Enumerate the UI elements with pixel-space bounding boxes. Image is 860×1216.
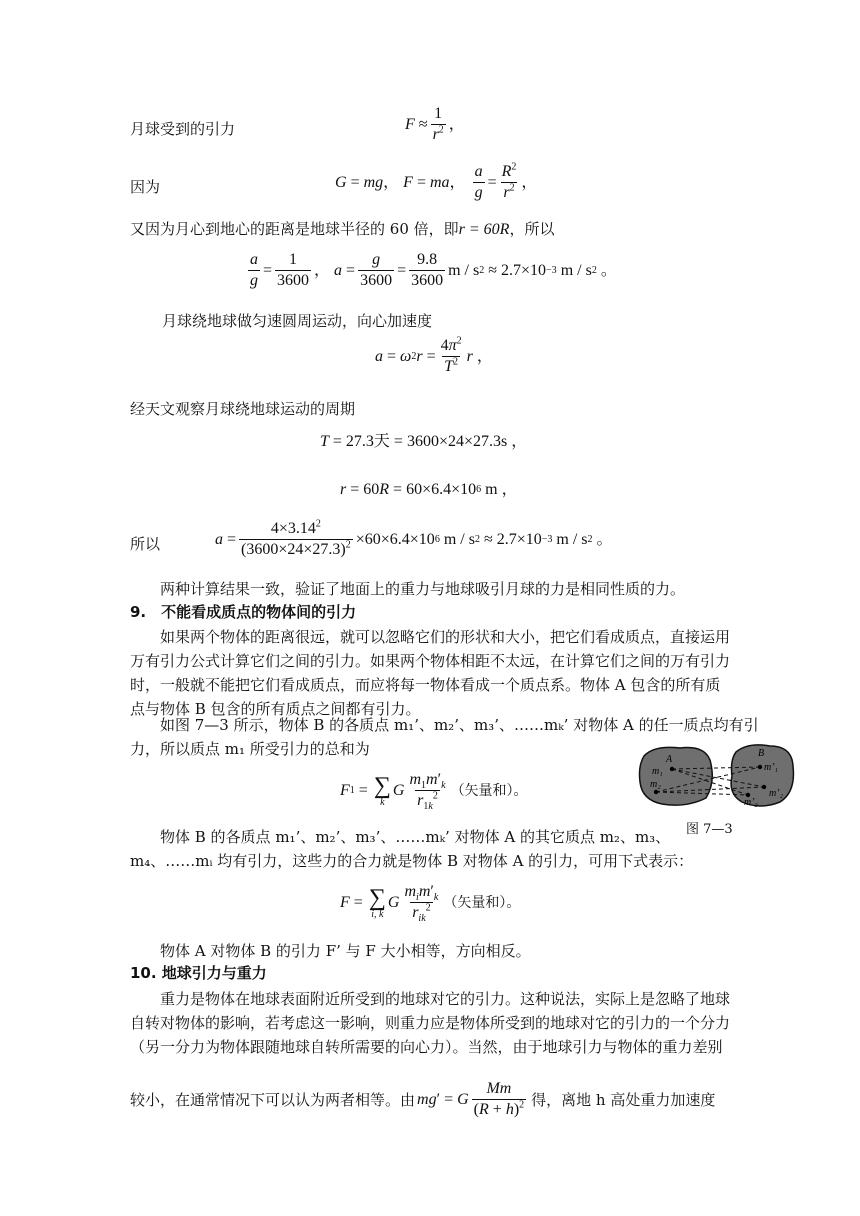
section-10-p1-line1: 重力是物体在地球表面附近所受到的地球对它的引力。这种说法，实际上是忽略了地球 bbox=[160, 990, 731, 1008]
point-m2 bbox=[654, 790, 658, 794]
body-A-shape bbox=[640, 747, 713, 805]
section-9-p1-line3: 时，一般就不能把它们看成质点，而应将每一物体看成一个质点系。物体 A 包含的所有质 bbox=[130, 676, 721, 694]
formula-mg-prime: mg ′ = G $\frac{Mm}{(R + h)^2}$ bbox=[417, 1080, 525, 1118]
point-m1 bbox=[670, 767, 674, 771]
point-m1-prime bbox=[758, 765, 762, 769]
formula-a-over-g: $\frac{a}{g}$ = $\frac{1}{3600}$ ， a = $\frac{g}{3600}$ = $\frac{9.8}{3600}$ m / s 2 ≈ 2.7×10 −3 m / s 2 。 bbox=[250, 251, 617, 289]
section-9-p3-line2: m₄、……mᵢ 均有引力，这些力的合力就是物体 B 对物体 A 的引力，可用下式表示： bbox=[130, 852, 694, 870]
label-A: A bbox=[666, 754, 673, 765]
label-m2: m₂ bbox=[650, 779, 661, 790]
section-9-heading: 9. 不能看成质点的物体间的引力 bbox=[130, 603, 357, 621]
figure-caption: 图 7—3 bbox=[686, 822, 733, 837]
section-9-p2-line1: 如图 7—3 所示，物体 B 的各质点 m₁’、m₂’、m₃’、……mₖ’ 对物体 A 的任一质点均有引 bbox=[160, 716, 759, 734]
formula-F-sum: F = ∑ i, k G $\frac{m_im'_k}{r_{ik}^2}$ （矢量和）。 bbox=[340, 883, 521, 925]
section-10-p1-line2: 自转对物体的影响，若考虑这一影响，则重力应是物体所受到的地球对它的引力的一个分力 bbox=[130, 1014, 731, 1032]
section-10-heading: 10. 地球引力与重力 bbox=[130, 964, 267, 982]
text-moon-gravity: 月球受到的引力 bbox=[130, 120, 236, 138]
text-distance-60-tail: ，所以 bbox=[509, 220, 555, 238]
vector-sum-note-2: （矢量和）。 bbox=[443, 894, 521, 911]
section-9-p2-line2: 力，所以质点 m₁ 所受引力的总和为 bbox=[130, 740, 370, 758]
formula-g-mg: G = mg ， F = ma ， $\frac{a}{g}$ = $\frac{R^2}{r^2}$ ， bbox=[335, 161, 538, 201]
section-9-p3-line1: 物体 B 的各质点 m₁’、m₂’、m₃’、……mₖ’ 对物体 A 的其它质点 m₂、m₃、 bbox=[160, 828, 671, 846]
formula-r60R: r = 60R bbox=[458, 221, 510, 238]
label-m2-prime: m’₂ bbox=[769, 788, 784, 799]
label-m3-prime: m’₃ bbox=[744, 797, 759, 808]
text-period: 经天文观察月球绕地球运动的周期 bbox=[130, 400, 356, 418]
section-9-p1-line2: 万有引力公式计算它们之间的引力。如果两个物体相距不太远，在计算它们之间的万有引力 bbox=[130, 652, 731, 670]
label-m1: m₁ bbox=[652, 766, 663, 777]
section-10-p1-line4-b: 得，离地 h 高处重力加速度 bbox=[531, 1090, 716, 1109]
formula-r: r = 60 R = 60×6.4×10 6 m ， bbox=[340, 481, 518, 498]
text-distance-60 bbox=[130, 218, 554, 241]
point-m2-prime bbox=[762, 785, 766, 789]
figure-7-3 bbox=[636, 742, 796, 810]
section-9-p4: 物体 A 对物体 B 的引力 F’ 与 F 大小相等，方向相反。 bbox=[160, 942, 531, 960]
vector-sum-note-1: （矢量和）。 bbox=[450, 782, 528, 799]
text-distance-60-body: 又因为月心到地心的距离是地球半径的 60 倍，即 bbox=[130, 220, 459, 238]
section-10-p1-line4-a: 较小，在通常情况下可以认为两者相等。由 bbox=[130, 1090, 416, 1109]
formula-a-calc: a = $\frac{4\times 3.14^2}{(3600\times 24\times 27.3)^2}$ ×60×6.4×10 6 m / s 2 ≈ 2.7×10 −3 m / s 2 。 bbox=[215, 518, 613, 558]
section-10-p1-line4 bbox=[130, 1079, 715, 1120]
text-because: 因为 bbox=[130, 178, 161, 196]
formula-a-omega: a = ω 2 r = $\frac{4\pi^2}{T^2}$ r ， bbox=[375, 335, 493, 375]
formula-F1-sum: F 1 = ∑ k G $\frac{m_1m'_k}{r_{1k}^2}$ （矢量和）。 bbox=[340, 771, 528, 813]
text-so: 所以 bbox=[130, 535, 161, 553]
section-10-p1-line3: （另一分力为物体跟随地球自转所需要的向心力）。当然，由于地球引力与物体的重力差别 bbox=[130, 1038, 723, 1056]
label-B: B bbox=[758, 748, 765, 759]
formula-T: T = 27.3天 = 3600×24×27.3s ， bbox=[320, 433, 528, 450]
section-9-p1-line4: 点与物体 B 包含的所有质点之间都有引力。 bbox=[130, 700, 421, 718]
label-m1-prime: m’₁ bbox=[764, 762, 779, 773]
section-9-p1-line1: 如果两个物体的距离很远，就可以忽略它们的形状和大小，把它们看成质点，直接运用 bbox=[160, 628, 731, 646]
text-conclusion: 两种计算结果一致，验证了地面上的重力与地球吸引月球的力是相同性质的力。 bbox=[160, 580, 686, 598]
formula-f-prop: F ≈ $\frac{1}{r^2}$ ， bbox=[405, 105, 465, 143]
text-centripetal: 月球绕地球做匀速圆周运动，向心加速度 bbox=[162, 312, 433, 330]
